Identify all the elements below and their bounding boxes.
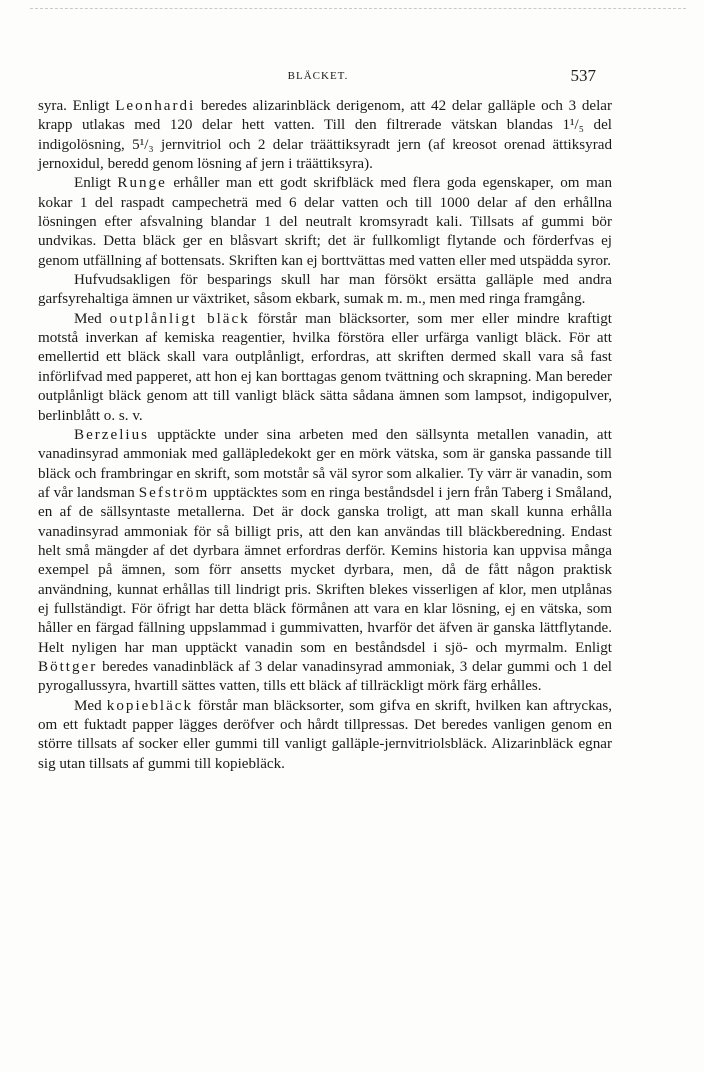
text-run: upptäcktes som en ringa beståndsdel i jern från Taberg i Småland, en af de sällsyntaste metallerna. Det är dock ganska troligt, att man skall kunna erhålla vanadinsyrad ammoniak för så billigt pris, att den kan användas till bläckberedning. Endast helt små mängder af det dyrbara ämnet erfordras derför. Kemins historia kan uppvisa många exempel på ämnen, som förr ansetts mycket dyrbara, men, då de fått någon praktisk användning, kunnat erhållas till lindrigt pris. Skriften blekes visserligen af klor, men utplånas ej fullständigt. För öfrigt har detta bläck förmånen att vara en klar lösning, ej en vätska, som håller en färgad fällning uppslammad i gummivatten, hvarför det äfven är ganska lättflytande. Helt nyligen har man upptäckt vanadin som en beståndsdel i sjö- och myrmalm. Enligt: [38, 484, 613, 656]
paragraph: [38, 310, 612, 426]
text-run: beredes vanadinbläck af 3 delar vanadinsyrad ammoniak, 3 delar gummi och 1 del pyrogallussyra, hvartill sättes vatten, tills ett bläck af tillräckligt mörk färg erhålles.: [38, 658, 612, 695]
text-run: syra. Enligt: [38, 98, 116, 114]
spaced-emphasis: kopiebläck: [106, 697, 194, 714]
page-number: 537: [570, 66, 596, 85]
running-title: BLÄCKET.: [287, 70, 349, 82]
spaced-emphasis: Sefström: [138, 484, 210, 501]
paragraph: [38, 697, 612, 774]
paragraph: [38, 426, 612, 697]
text-run: Med: [74, 310, 110, 327]
text-run: Hufvudsakligen för besparings skull har man försökt ersätta galläple med andra garfsyrehaltiga ämnen ur växtriket, såsom ekbark, sumak m. m., men med ringa framgång.: [38, 272, 612, 308]
text-run: upptäckte under sina arbeten med den sällsynta metallen vanadin, att vanadinsyrad ammoniak med galläpledekokt ger en mörk vätska, som är ganska passande till bläck och frambringar en skrift, som motstår så väl syror som alkalier. Ty värr är vanadin, som af vår landsman: [38, 426, 612, 501]
spaced-emphasis: Berzelius: [74, 426, 149, 443]
text-run: erhåller man ett godt skrifbläck med flera goda egenskaper, om man kokar 1 del raspadt campecheträ med 6 delar vatten och till 1000 delar af den erhållna lösningen efter afsvalning blandar 1 del neutralt kromsyradt kali. Tillsats af gummi bör undvikas. Detta bläck ger en blåsvart skrift; det är fullkomligt flytande och förderfvas ej genom utfällning af bottensats. Skriften kan ej borttvättas med vatten eller med utspädda syror.: [38, 175, 613, 269]
paragraph: [38, 97, 612, 174]
text-run: förstår man bläcksorter, som gifva en skrift, hvilken kan aftryckas, om ett fuktadt papper lägges deröfver och hårdt tillpressas. Det beredes vanligen genom en större tillsats af socker eller gummi till vanligt galläple-jernvitriolsbläck. Alizarinbläck egnar sig utan tillsats af gummi till kopiebläck.: [38, 697, 612, 772]
scan-edge-rule: [30, 8, 686, 9]
paragraph: [38, 174, 612, 271]
spaced-emphasis: Runge: [117, 175, 167, 192]
text-run: förstår man bläcksorter, som mer eller mindre kraftigt motstå inverkan af kemiska reagentier, hvilka förstöra eller urfärga vanligt bläck. För att emellertid ett bläck skall vara outplånligt, erfordras, att skriften dermed skall vara så fast införlifvad med papperet, att hon ej kan borttagas genom tvättning och skrapning. Man bereder outplånligt bläck genom att till vanligt bläck sätta sådana ämnen som lampsot, indigopulver, berlinblått o. s. v.: [38, 310, 612, 424]
text-run: Enligt: [74, 175, 118, 192]
text-run: Med: [74, 697, 107, 714]
paragraph: [38, 271, 612, 310]
spaced-emphasis: Böttger: [38, 658, 98, 675]
page-header: [40, 66, 596, 88]
spaced-emphasis: Leonhardi: [115, 98, 196, 114]
body-text: [38, 97, 612, 774]
spaced-emphasis: outplånligt bläck: [109, 310, 250, 327]
text-run: beredes alizarinbläck derigenom, att 42 delar galläple och 3 delar krapp utlakas med 120 delar hett vatten. Till den filtrerade vätskan blandas 1¹/₅ del indigolösning, 5¹/₃ jernvitriol och 2 delar träättiksyradt jern (af kreosot orenad ättiksyrad jernoxidul, beredd genom lösning af jern i träättiksyra).: [38, 98, 612, 173]
